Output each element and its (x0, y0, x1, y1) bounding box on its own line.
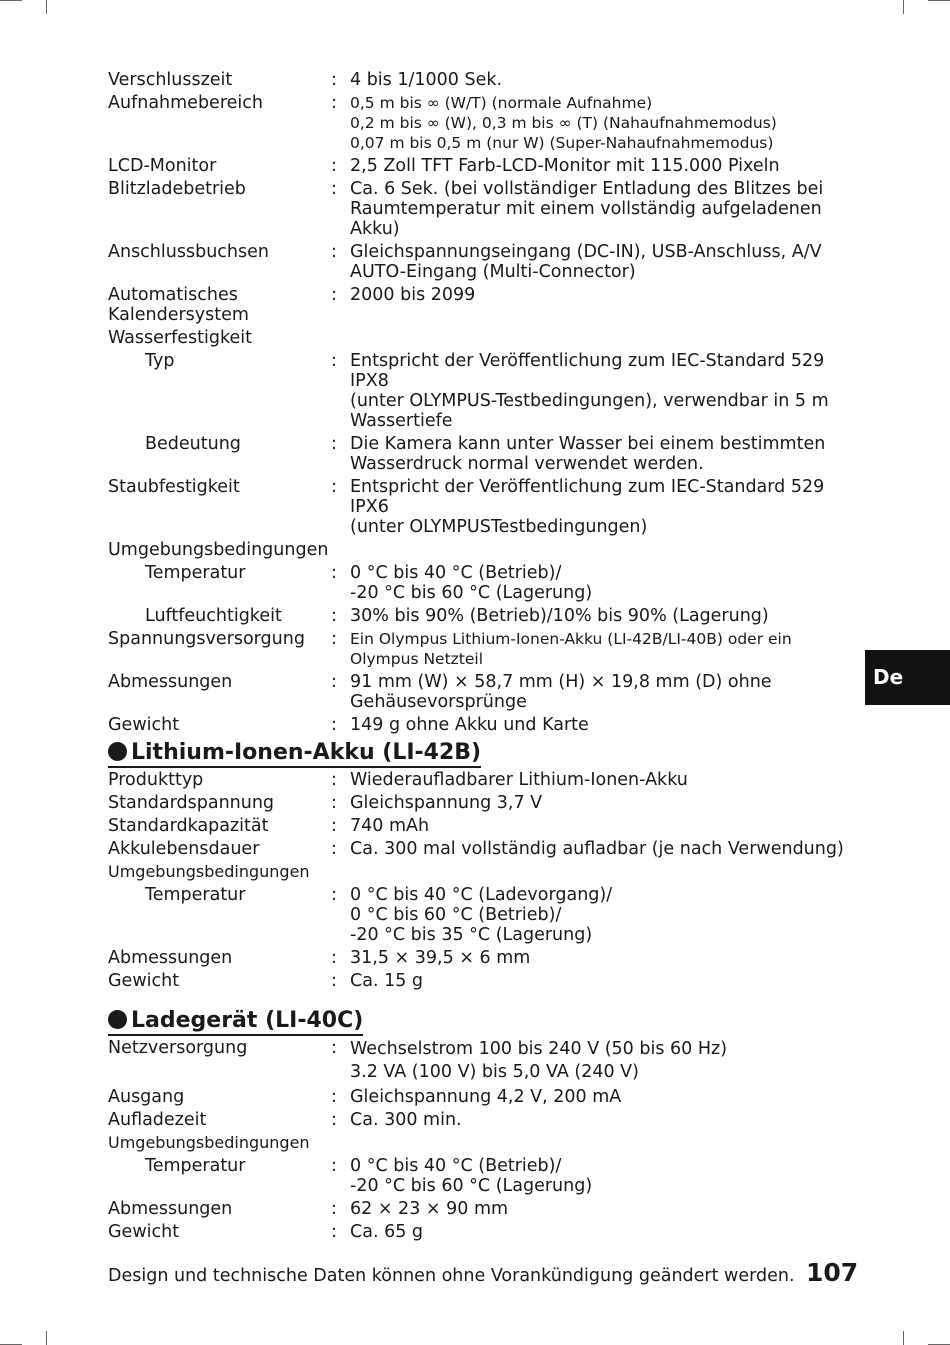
colon: : (331, 1222, 337, 1242)
bullet-icon (108, 1010, 127, 1029)
spec-label: Akkulebensdauer (108, 839, 260, 859)
section-heading-charger (108, 1008, 363, 1036)
spec-row (108, 793, 868, 813)
spec-value: Gleichspannungseingang (DC-IN), USB-Anschluss, A/V AUTO-Eingang (Multi-Connector) (350, 242, 822, 282)
page-number: 107 (806, 1258, 859, 1287)
spec-row (108, 179, 868, 239)
spec-label: Produkttyp (108, 770, 204, 790)
spec-value: 4 bis 1/1000 Sek. (350, 70, 503, 90)
spec-label: Luftfeuchtigkeit (145, 606, 282, 626)
footer-note: Design und technische Daten können ohne Vorankündigung geändert werden. (108, 1266, 795, 1286)
spec-row (108, 885, 868, 945)
spec-group-header (108, 540, 868, 560)
spec-value: 30% bis 90% (Betrieb)/10% bis 90% (Lagerung) (350, 606, 769, 626)
spec-row (108, 1222, 868, 1242)
colon: : (331, 606, 337, 626)
spec-row (108, 156, 868, 176)
colon: : (331, 70, 337, 90)
spec-row (108, 70, 868, 90)
spec-page (108, 70, 868, 1286)
spec-label: Umgebungsbedingungen (108, 540, 329, 560)
spec-value: Ca. 300 mal vollständig aufladbar (je nach Verwendung) (350, 839, 844, 859)
spec-value: Die Kamera kann unter Wasser bei einem bestimmten Wasserdruck normal verwendet werden. (350, 434, 826, 474)
spec-value: Gleichspannung 4,2 V, 200 mA (350, 1087, 622, 1107)
spec-row (108, 1110, 868, 1130)
colon: : (331, 93, 337, 113)
battery-spec-list (108, 770, 868, 991)
colon: : (331, 242, 337, 262)
spec-value: Wiederaufladbarer Lithium-Ionen-Akku (350, 770, 688, 790)
bullet-icon (108, 742, 127, 761)
colon: : (331, 156, 337, 176)
spec-row (108, 1087, 868, 1107)
spec-value: 91 mm (W) × 58,7 mm (H) × 19,8 mm (D) ohne Gehäusevorsprünge (350, 672, 772, 712)
spec-label: Anschlussbuchsen (108, 242, 269, 262)
spec-value: 740 mAh (350, 816, 430, 836)
section-heading-battery (108, 740, 481, 768)
colon: : (331, 1087, 337, 1107)
spec-value: 149 g ohne Akku und Karte (350, 715, 589, 735)
colon: : (331, 477, 337, 497)
spec-label: Abmessungen (108, 948, 233, 968)
spec-value: Entspricht der Veröffentlichung zum IEC-Standard 529 IPX6 (unter OLYMPUSTestbedingungen) (350, 477, 825, 537)
spec-row (108, 434, 868, 474)
spec-value: 2000 bis 2099 (350, 285, 476, 305)
spec-row (108, 563, 868, 603)
spec-row (108, 672, 868, 712)
spec-label: Spannungsversorgung (108, 629, 305, 649)
spec-label: Wasserfestigkeit (108, 328, 252, 348)
spec-label: Gewicht (108, 971, 180, 991)
spec-label: Blitzladebetrieb (108, 179, 246, 199)
spec-row (108, 715, 868, 735)
colon: : (331, 563, 337, 583)
spec-value: Gleichspannung 3,7 V (350, 793, 543, 813)
spec-row (108, 606, 868, 626)
spec-label: Standardspannung (108, 793, 275, 813)
spec-value: 2,5 Zoll TFT Farb-LCD-Monitor mit 115.000 Pixeln (350, 156, 780, 176)
colon: : (331, 770, 337, 790)
spec-row (108, 971, 868, 991)
spec-label: Ausgang (108, 1087, 185, 1107)
spec-label: Standardkapazität (108, 816, 269, 836)
language-tab: De (865, 650, 950, 705)
spec-group-header (108, 1133, 868, 1153)
spec-label: Temperatur (145, 563, 246, 583)
spec-label: Automatisches Kalendersystem (108, 285, 249, 325)
colon: : (331, 1038, 337, 1058)
spec-row (108, 816, 868, 836)
charger-spec-list (108, 1038, 868, 1242)
spec-label: Gewicht (108, 1222, 180, 1242)
spec-label: Netzversorgung (108, 1038, 248, 1058)
colon: : (331, 1199, 337, 1219)
spacer (108, 994, 868, 1006)
spec-value: Ca. 6 Sek. (bei vollständiger Entladung des Blitzes bei Raumtemperatur mit einem vollständig aufgeladenen Akku) (350, 179, 824, 239)
spec-label: Umgebungsbedingungen (108, 1133, 310, 1152)
colon: : (331, 1156, 337, 1176)
spec-label: Abmessungen (108, 672, 233, 692)
colon: : (331, 885, 337, 905)
spec-label: Abmessungen (108, 1199, 233, 1219)
spec-row (108, 93, 868, 153)
spec-label: Typ (145, 351, 175, 371)
spec-label: Aufnahmebereich (108, 93, 263, 113)
spec-row (108, 242, 868, 282)
spec-value: Wechselstrom 100 bis 240 V (50 bis 60 Hz) 3.2 VA (100 V) bis 5,0 VA (240 V) (350, 1039, 728, 1082)
colon: : (331, 179, 337, 199)
spec-label: Staubfestigkeit (108, 477, 240, 497)
spec-value: 0 °C bis 40 °C (Betrieb)/ -20 °C bis 60 °C (Lagerung) (350, 563, 593, 603)
crop-mark (46, 1331, 47, 1345)
spec-label: Gewicht (108, 715, 180, 735)
spec-group-header (108, 862, 868, 882)
colon: : (331, 948, 337, 968)
spec-value: 0 °C bis 40 °C (Ladevorgang)/ 0 °C bis 60 °C (Betrieb)/ -20 °C bis 35 °C (Lagerung) (350, 885, 613, 945)
spec-value: Ca. 15 g (350, 971, 424, 991)
spec-row (108, 1199, 868, 1219)
spec-row (108, 770, 868, 790)
camera-spec-list (108, 70, 868, 735)
crop-mark (46, 0, 47, 14)
spec-label: Verschlusszeit (108, 70, 233, 90)
spec-value: 0 °C bis 40 °C (Betrieb)/ -20 °C bis 60 °C (Lagerung) (350, 1156, 593, 1196)
spec-value: 0,5 m bis ∞ (W/T) (normale Aufnahme) 0,2 m bis ∞ (W), 0,3 m bis ∞ (T) (Nahaufnahmemodus) 0,07 m bis 0,5 m (nur W) (Super-Nahaufnahmemodus) (350, 94, 777, 152)
colon: : (331, 839, 337, 859)
spec-row (108, 1038, 868, 1084)
colon: : (331, 672, 337, 692)
spec-row (108, 948, 868, 968)
section-title: Ladegerät (LI-40C) (131, 1008, 364, 1033)
colon: : (331, 434, 337, 454)
spec-label: Aufladezeit (108, 1110, 207, 1130)
spec-label: LCD-Monitor (108, 156, 217, 176)
spec-label: Bedeutung (145, 434, 241, 454)
crop-mark (0, 0, 22, 1)
colon: : (331, 629, 337, 649)
spec-row (108, 351, 868, 431)
colon: : (331, 793, 337, 813)
colon: : (331, 351, 337, 371)
spec-value: 62 × 23 × 90 mm (350, 1199, 509, 1219)
spec-value: Ein Olympus Lithium-Ionen-Akku (LI-42B/LI-40B) oder ein Olympus Netzteil (350, 630, 792, 668)
crop-mark (903, 1331, 904, 1345)
section-title: Lithium-Ionen-Akku (LI-42B) (131, 740, 482, 765)
spec-value: Ca. 300 min. (350, 1110, 462, 1130)
colon: : (331, 285, 337, 305)
colon: : (331, 971, 337, 991)
spec-row (108, 839, 868, 859)
crop-mark (928, 0, 950, 1)
spec-group-header (108, 328, 868, 348)
colon: : (331, 1110, 337, 1130)
spec-row (108, 285, 868, 325)
crop-mark (903, 0, 904, 14)
spec-row (108, 629, 868, 669)
spec-row (108, 477, 868, 537)
colon: : (331, 816, 337, 836)
spec-row (108, 1156, 868, 1196)
spec-value: 31,5 × 39,5 × 6 mm (350, 948, 531, 968)
colon: : (331, 715, 337, 735)
spec-label: Temperatur (145, 1156, 246, 1176)
spec-label: Umgebungsbedingungen (108, 862, 310, 881)
spec-label: Temperatur (145, 885, 246, 905)
spec-value: Ca. 65 g (350, 1222, 424, 1242)
spec-value: Entspricht der Veröffentlichung zum IEC-Standard 529 IPX8 (unter OLYMPUS-Testbedingungen), verwendbar in 5 m Wassertiefe (350, 351, 829, 431)
